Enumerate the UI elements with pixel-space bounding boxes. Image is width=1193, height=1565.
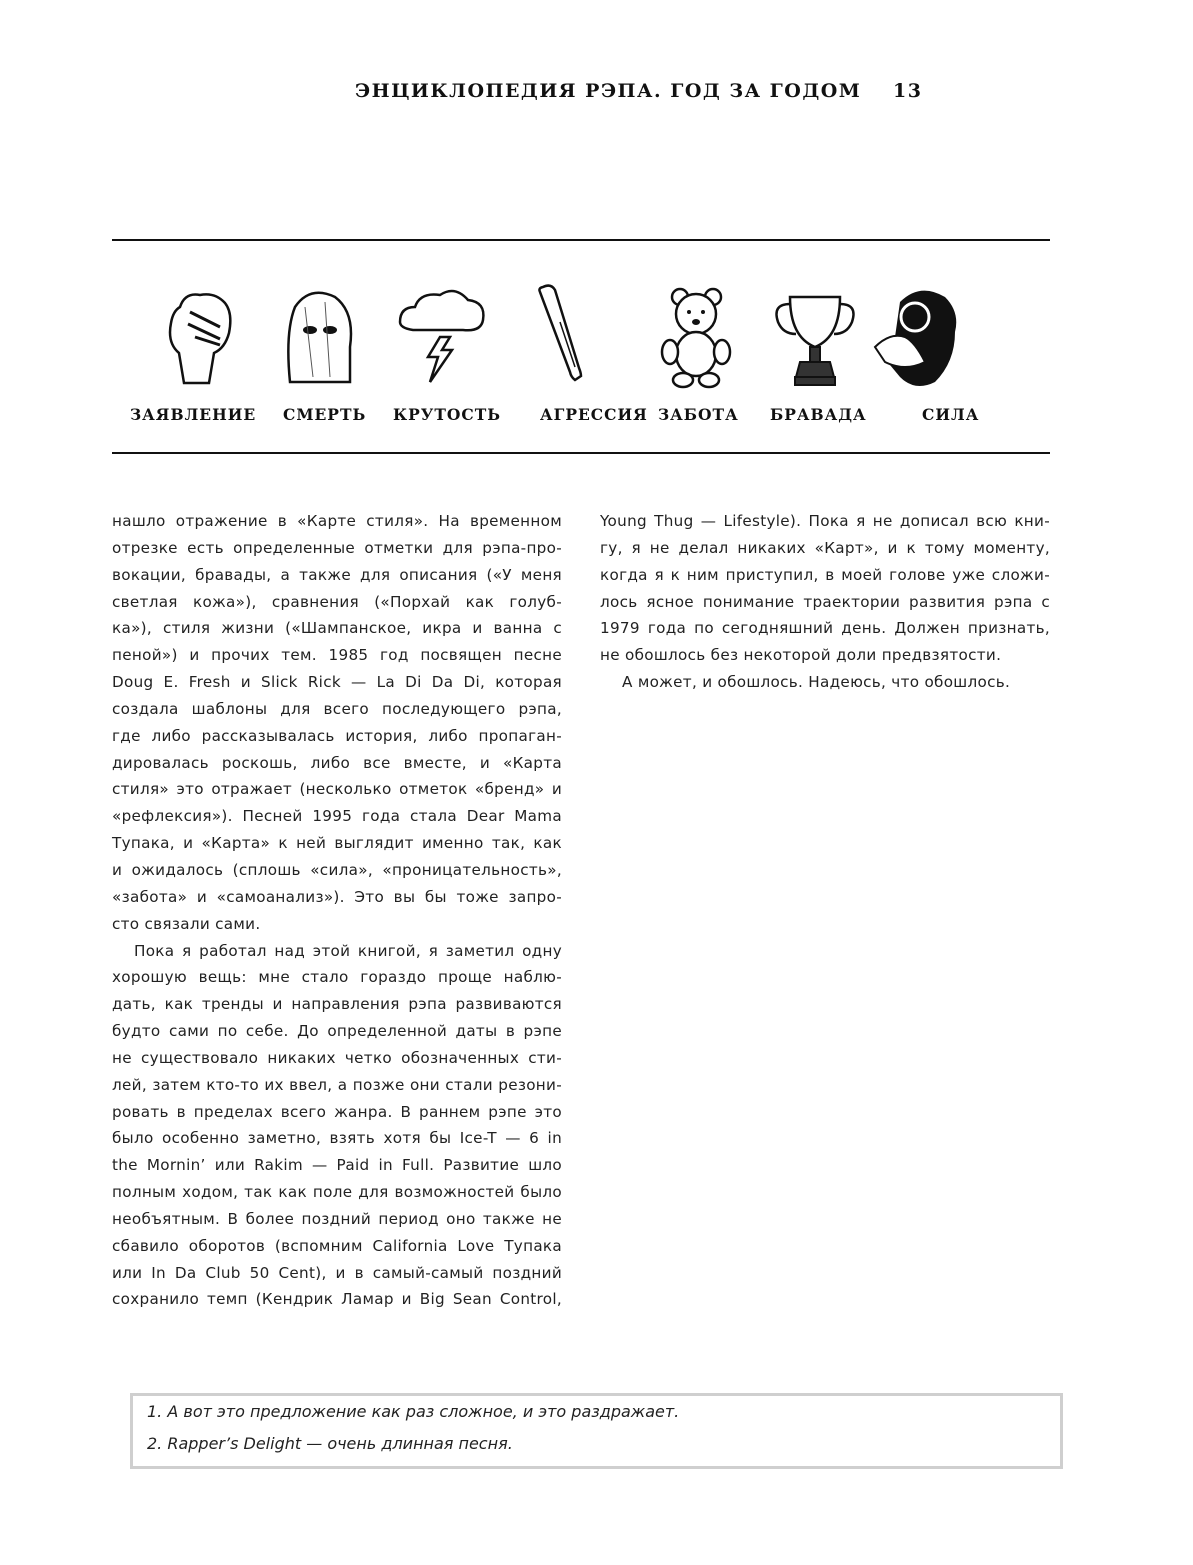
text-line: Young Thug — Lifestyle). Пока я не дописал всю кни- [600,512,1050,530]
text-line: гу, я не делал никаких «Карт», и к тому моменту, [600,538,1050,557]
left-column-text [112,508,562,1313]
hood-mask-icon [265,282,365,392]
legend-label-statement: ЗАЯВЛЕНИЕ [130,405,257,424]
text-line: вокации, бравады, а также для описания («У меня [112,565,562,584]
footnote-1: 1. А вот это предложение как раз сложное, и это раздражает. [147,1402,680,1421]
legend-label-power: СИЛА [922,405,980,424]
footnotes-box [130,1393,1063,1469]
text-line: когда я к ним приступил, в моей голове уже сложи- [600,565,1050,584]
fist-icon [150,282,250,392]
ram-icon [870,282,970,392]
text-line: было особенно заметно, взять хотя бы Ice-T — 6 in [112,1129,562,1148]
text-line: А может, и обошлось. Надеюсь, что обошлось. [622,673,1011,692]
text-line: Пока я работал над этой книгой, я заметил одну [134,941,562,960]
text-line: дировалась роскошь, либо все вместе, и «Карта [112,753,562,772]
text-line: the Mornin’ или Rakim — Paid in Full. Развитие шло [112,1156,562,1175]
legend-label-coolness: КРУТОСТЬ [393,405,502,424]
text-line: будто сами по себе. До определенной даты в рэпе [112,1022,562,1041]
text-line: «забота» и «самоанализ»). Это вы бы тоже запро- [112,887,562,906]
text-line: хорошую вещь: мне стало гораздо проще наблю- [112,968,562,987]
text-line: светлая кожа»), сравнения («Порхай как голуб- [112,592,562,611]
running-header-title: ЭНЦИКЛОПЕДИЯ РЭПА. ГОД ЗА ГОДОМ [355,80,862,102]
text-line: 1979 года по сегодняшний день. Должен признать, [600,619,1050,638]
legend-label-bravado: БРАВАДА [770,405,867,424]
storm-cloud-icon [390,282,490,392]
text-line: Тупака, и «Карта» к ней выглядит именно так, как [112,834,562,853]
trophy-icon [765,282,865,392]
text-line: не обошлось без некоторой доли предвзятости. [600,646,1002,665]
bottom-divider [112,452,1050,454]
text-line: лей, затем кто-то их ввел, а позже они стали резони- [112,1075,562,1094]
text-line: стиля» это отражает (несколько отметок «бренд» и [112,780,562,799]
text-line: Doug E. Fresh и Slick Rick — La Di Da Di, которая [112,673,562,692]
legend-label-death: СМЕРТЬ [283,405,367,424]
right-column-text [600,508,1050,696]
footnote-2: 2. Rapper’s Delight — очень длинная песня. [147,1434,513,1453]
teddy-bear-icon [645,282,745,392]
text-line: ровать в пределах всего жанра. В раннем рэпе это [112,1102,562,1121]
text-line: или In Da Club 50 Cent), и в самый-самый поздний [112,1263,562,1282]
page-number: 13 [893,80,923,102]
text-line: дать, как тренды и направления рэпа развиваются [112,995,562,1014]
text-line: пеной») и прочих тем. 1985 год посвящен песне [112,646,562,665]
text-line: не существовало никаких четко обозначенных сти- [112,1048,562,1067]
text-line: сто связали сами. [112,914,261,933]
text-line: сохранило темп (Кендрик Ламар и Big Sean Control, [112,1290,562,1309]
text-line: сбавило оборотов (вспомним California Love Тупака [112,1236,562,1255]
text-line: ка»), стиля жизни («Шампанское, икра и ванна с [112,619,562,638]
legend-label-care: ЗАБОТА [658,405,739,424]
text-line: нашло отражение в «Карте стиля». На временном [112,512,562,530]
text-line: лось ясное понимание траектории развития рэпа с [600,592,1050,611]
baseball-bat-icon [525,282,625,392]
text-line: полным ходом, так как поле для возможностей было [112,1183,562,1202]
text-line: где либо рассказывалась история, либо пропаган- [112,726,562,745]
text-line: отрезке есть определенные отметки для рэпа-про- [112,538,562,557]
top-divider [112,239,1050,241]
text-line: «рефлексия»). Песней 1995 года стала Dear Mama [112,807,562,826]
text-line: необъятным. В более поздний период оно также не [112,1209,562,1228]
text-line: и ожидалось (сплошь «сила», «проницательность», [112,860,562,879]
text-line: создала шаблоны для всего последующего рэпа, [112,699,562,718]
legend-label-aggression: АГРЕССИЯ [540,405,648,424]
